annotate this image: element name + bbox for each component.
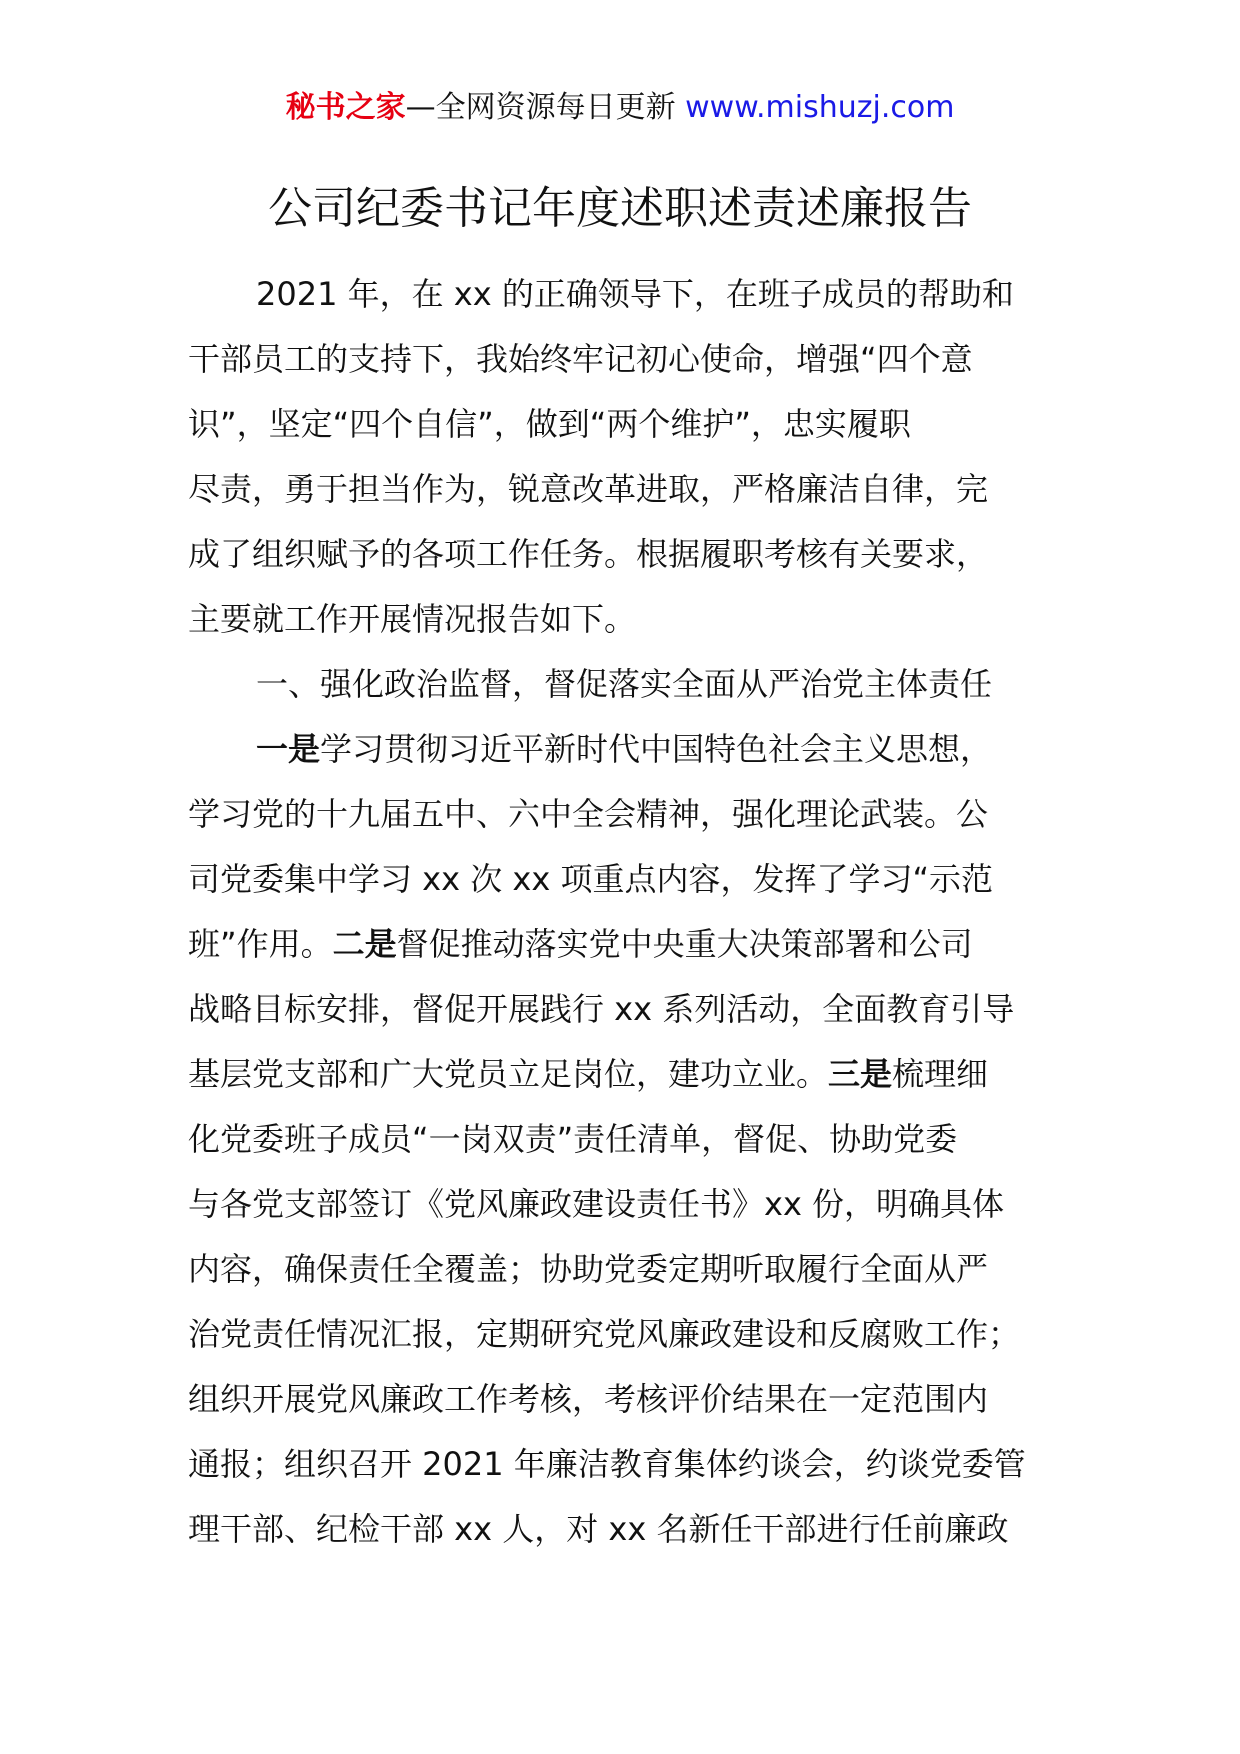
paragraph-line — [188, 262, 1068, 327]
line-text: 主要就工作开展情况报告如下。 — [188, 600, 637, 638]
paragraph-line — [188, 522, 1068, 587]
line-text: 战略目标安排，督促开展践行 xx 系列活动，全面教育引导 — [188, 990, 1015, 1028]
paragraph-line — [188, 782, 1068, 847]
paragraph-line — [188, 1042, 1068, 1107]
paragraph-line — [188, 1302, 1068, 1367]
brand-name: 秘书之家 — [285, 90, 406, 125]
line-text: 干部员工的支持下，我始终牢记初心使命，增强“四个意 — [188, 340, 973, 378]
header-tagline: —全网资源每日更新 — [405, 90, 676, 125]
paragraph-line — [188, 1237, 1068, 1302]
line-text: 基层党支部和广大党员立足岗位，建功立业。 — [188, 1055, 829, 1093]
line-text: 治党责任情况汇报，定期研究党风廉政建设和反腐败工作； — [188, 1315, 1021, 1353]
line-text: 组织开展党风廉政工作考核，考核评价结果在一定范围内 — [188, 1380, 989, 1418]
paragraph-line — [188, 1367, 1068, 1432]
line-text: 通报；组织召开 2021 年廉洁教育集体约谈会，约谈党委管 — [188, 1445, 1026, 1483]
paragraph-line — [188, 977, 1068, 1042]
emphasis-label: 二是 — [332, 925, 397, 963]
line-text: 学习贯彻习近平新时代中国特色社会主义思想， — [320, 730, 993, 768]
line-text: 梳理细 — [892, 1055, 989, 1093]
emphasis-label: 一是 — [256, 730, 321, 768]
line-text: 内容，确保责任全覆盖；协助党委定期听取履行全面从严 — [188, 1250, 989, 1288]
line-text: 理干部、纪检干部 xx 人，对 xx 名新任干部进行任前廉政 — [188, 1510, 1009, 1548]
paragraph-line — [188, 327, 1068, 392]
paragraph-line — [188, 1172, 1068, 1237]
paragraph-line — [188, 717, 1068, 782]
line-text: 一、强化政治监督，督促落实全面从严治党主体责任 — [256, 665, 993, 703]
line-text: 与各党支部签订《党风廉政建设责任书》xx 份，明确具体 — [188, 1185, 1005, 1223]
paragraph-line — [188, 392, 1068, 457]
line-text: 成了组织赋予的各项工作任务。根据履职考核有关要求， — [188, 535, 989, 573]
line-text: 督促推动落实党中央重大决策部署和公司 — [396, 925, 973, 963]
document-title: 公司纪委书记年度述职述责述廉报告 — [268, 183, 972, 234]
site-url-link[interactable]: www.mishuzj.com — [685, 90, 955, 125]
paragraph-line — [188, 1107, 1068, 1172]
emphasis-label: 三是 — [828, 1055, 893, 1093]
line-text: 班”作用。 — [188, 925, 333, 963]
paragraph-line — [188, 1432, 1068, 1497]
section-heading — [188, 652, 1068, 717]
line-text: 2021 年，在 xx 的正确领导下，在班子成员的帮助和 — [256, 275, 1014, 313]
document-body — [188, 262, 1068, 1562]
line-text: 化党委班子成员“一岗双责”责任清单，督促、协助党委 — [188, 1120, 958, 1158]
paragraph-line — [188, 847, 1068, 912]
line-text: 识”，坚定“四个自信”，做到“两个维护”，忠实履职 — [188, 405, 911, 443]
paragraph-line — [188, 587, 1068, 652]
line-text: 尽责，勇于担当作为，锐意改革进取，严格廉洁自律，完 — [188, 470, 989, 508]
paragraph-line — [188, 912, 1068, 977]
site-header — [0, 86, 1240, 130]
line-text: 学习党的十九届五中、六中全会精神，强化理论武装。公 — [188, 795, 989, 833]
line-text: 司党委集中学习 xx 次 xx 项重点内容，发挥了学习“示范 — [188, 860, 994, 898]
paragraph-line — [188, 1497, 1068, 1562]
paragraph-line — [188, 457, 1068, 522]
